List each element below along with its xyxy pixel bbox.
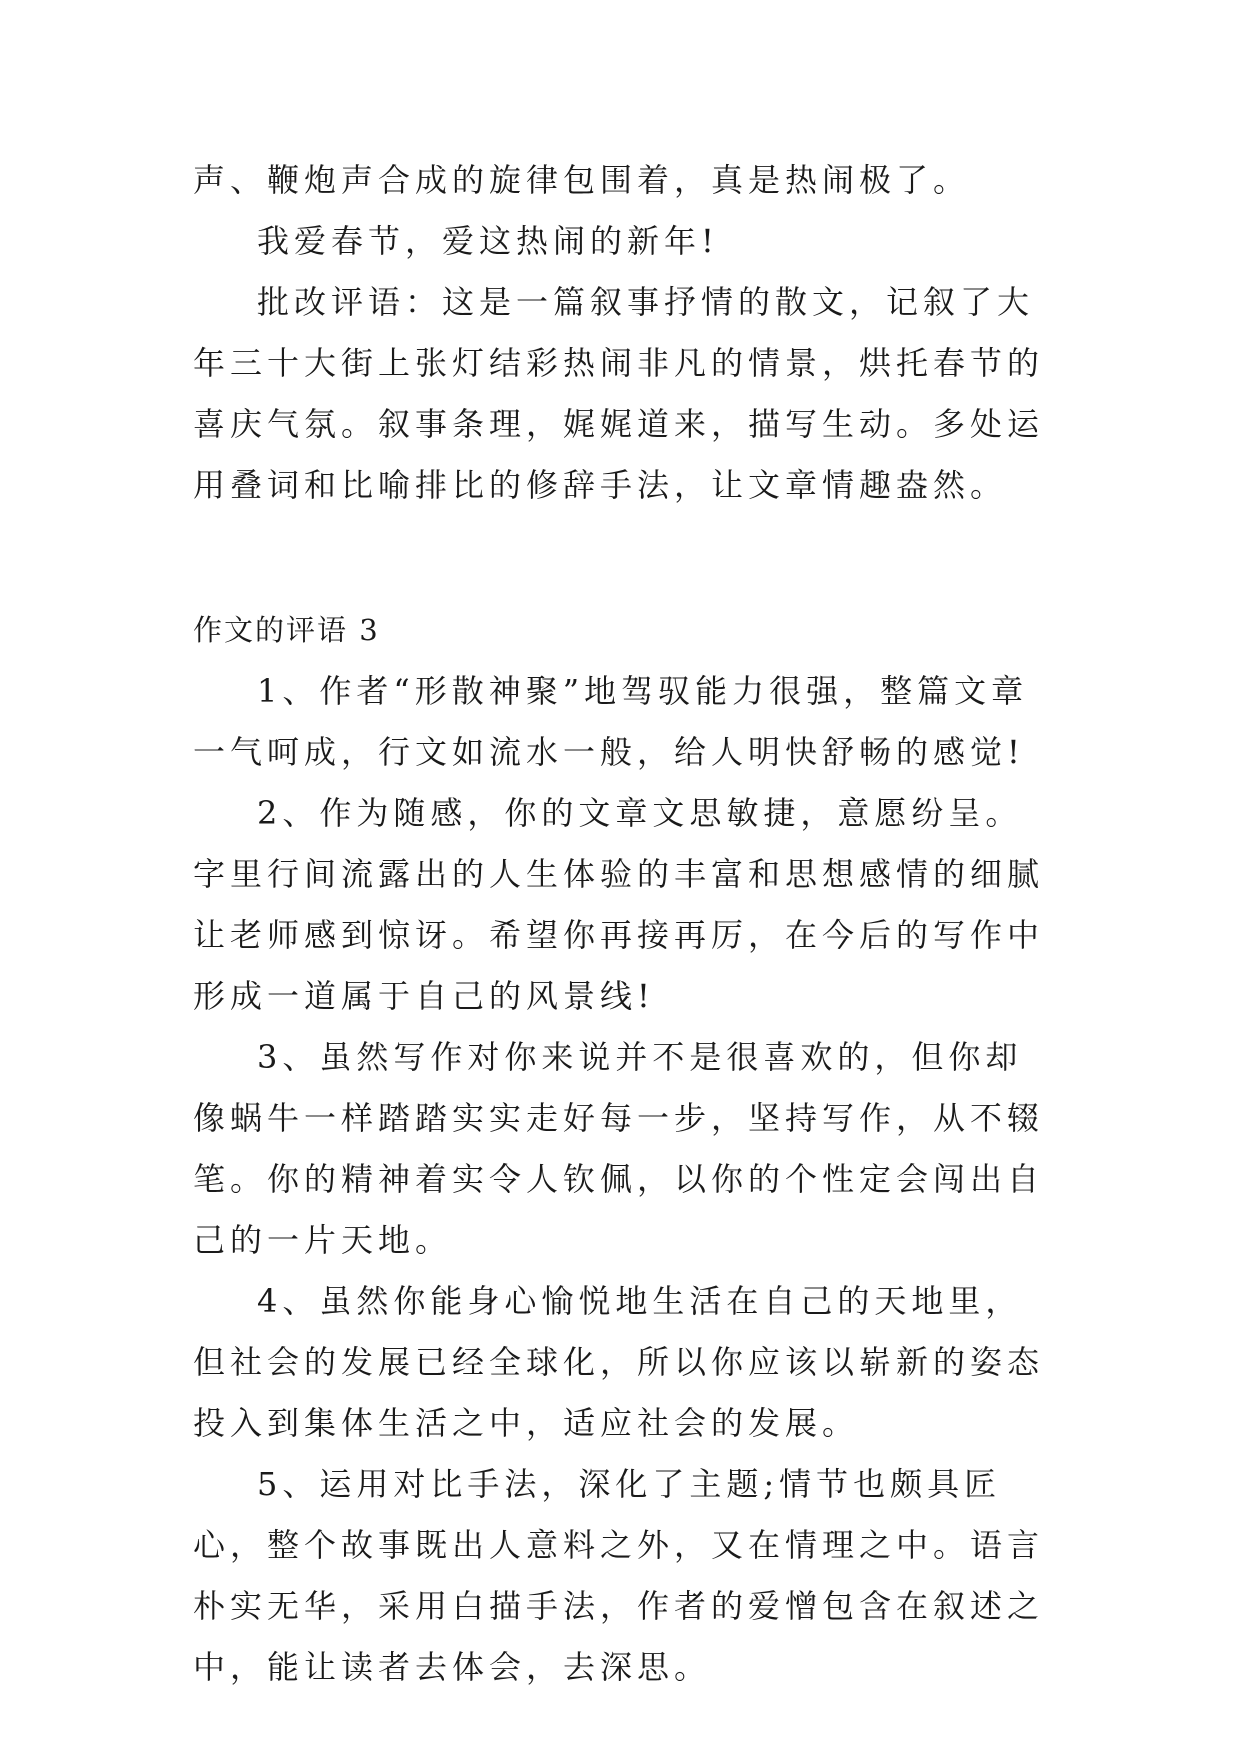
comment-item-3: 3、虽然写作对你来说并不是很喜欢的，但你却像蜗牛一样踏踏实实走好每一步，坚持写作，从不辍笔。你的精神着实令人钦佩，以你的个性定会闯出自己的一片天地。 <box>193 1038 1045 1259</box>
comment-item-1: 1、作者“形散神聚”地驾驭能力很强，整篇文章一气呵成，行文如流水一般，给人明快舒畅的感觉! <box>193 672 1029 771</box>
comment-item-2: 2、作为随感，你的文章文思敏捷，意愿纷呈。字里行间流露出的人生体验的丰富和思想感情的细腻让老师感到惊讶。希望你再接再厉，在今后的写作中形成一道属于自己的风景线! <box>193 794 1045 1015</box>
paragraph-continuation: 声、鞭炮声合成的旋律包围着，真是热闹极了。 <box>193 161 971 199</box>
comment-item-5: 5、运用对比手法，深化了主题;情节也颇具匠心，整个故事既出人意料之外，又在情理之中。语言朴实无华，采用白描手法，作者的爱憎包含在叙述之中，能让读者去体会，去深思。 <box>193 1465 1045 1686</box>
paragraph-teacher-comment: 批改评语：这是一篇叙事抒情的散文，记叙了大年三十大街上张灯结彩热闹非凡的情景，烘托春节的喜庆气氛。叙事条理，娓娓道来，描写生动。多处运用叠词和比喻排比的修辞手法，让文章情趣盎然。 <box>193 283 1045 504</box>
section-gap <box>193 516 1055 600</box>
document-page <box>193 150 1055 1698</box>
paragraph-love-spring-festival: 我爱春节，爱这热闹的新年! <box>257 222 719 260</box>
section-title: 作文的评语 3 <box>193 613 380 647</box>
comment-item-4: 4、虽然你能身心愉悦地生活在自己的天地里，但社会的发展已经全球化，所以你应该以崭新的姿态投入到集体生活之中，适应社会的发展。 <box>193 1282 1045 1442</box>
